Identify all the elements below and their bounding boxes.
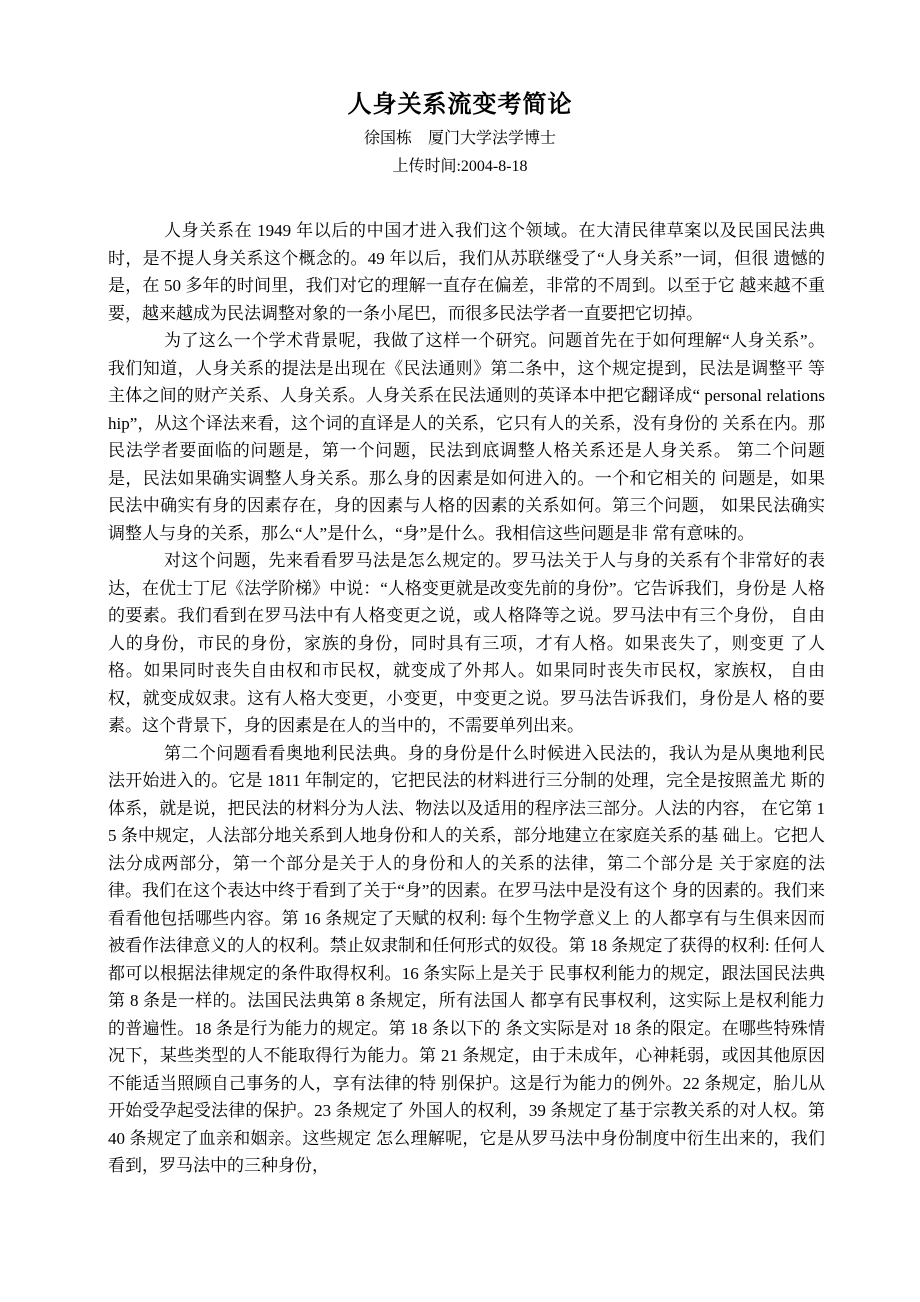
body-paragraph-4: 第二个问题看看奥地利民法典。身的身份是什么时候进入民法的，我认为是从奥地利民 法开始进入的。它是 1811 年制定的，它把民法的材料进行三分制的处理，完全是按照盖尤 斯的体系，就是说，把民法的材料分为人法、物法以及适用的程序法三部分。人法的内容， 在它第 15 条中规定，人法部分地关系到人地身份和人的关系，部分地建立在家庭关系的基 础上。它把人法分成两部分，第一个部分是关于人的身份和人的关系的法律，第二个部分是 关于家庭的法律。我们在这个表达中终于看到了关于“身”的因素。在罗马法中是没有这个 身的因素的。我们来看看他包括哪些内容。第 16 条规定了天赋的权利: 每个生物学意义上 的人都享有与生俱来因而被看作法律意义的人的权利。禁止奴隶制和任何形式的奴役。第 18 条规定了获得的权利: 任何人都可以根据法律规定的条件取得权利。16 条实际上是关于 民事权利能力的规定，跟法国民法典第 8 条是一样的。法国民法典第 8 条规定，所有法国人 都享有民事权利，这实际上是权利能力的普遍性。18 条是行为能力的规定。第 18 条以下的 条文实际是对 18 条的限定。在哪些特殊情况下，某些类型的人不能取得行为能力。第 21 条规定，由于未成年，心神耗弱，或因其他原因不能适当照顾自己事务的人，享有法律的特 别保护。这是行为能力的例外。22 条规定，胎儿从开始受孕起受法律的保护。23 条规定了 外国人的权利，39 条规定了基于宗教关系的对人权。第 40 条规定了血亲和姻亲。这些规定 怎么理解呢，它是从罗马法中身份制度中衍生出来的，我们看到，罗马法中的三种身份， (108, 743, 825, 1175)
author-line: 徐国栋 厦门大学法学博士 (363, 130, 556, 147)
body-paragraph-2: 为了这么一个学术背景呢，我做了这样一个研究。问题首先在于如何理解“人身关系”。 我们知道，人身关系的提法是出现在《民法通则》第二条中，这个规定提到，民法是调整平 等主体之间的财产关系、人身关系。人身关系在民法通则的英译本中把它翻译成“ personal relationship”，从这个译法来看，这个词的直译是人的关系，它只有人的关系，没有身份的 关系在内。那民法学者要面临的问题是，第一个问题，民法到底调整人格关系还是人身关系。 第二个问题是，民法如果确实调整人身关系。那么身的因素是如何进入的。一个和它相关的 问题是，如果民法中确实有身的因素存在，身的因素与人格的因素的关系如何。第三个问题， 如果民法确实调整人与身的关系，那么“人”是什么，“身”是什么。我相信这些问题是非 常有意味的。 (108, 331, 825, 543)
body-paragraph-1: 人身关系在 1949 年以后的中国才进入我们这个领域。在大清民律草案以及民国民法典 时，是不提人身关系这个概念的。49 年以后，我们从苏联继受了“人身关系”一词，但很 遗憾的是，在 50 多年的时间里，我们对它的理解一直存在偏差，非常的不周到。以至于它 越来越不重要，越来越成为民法调整对象的一条小尾巴，而很多民法学者一直要把它切掉。 (108, 221, 825, 323)
document-header (0, 0, 920, 175)
document-title: 人身关系流变考简论 (347, 91, 573, 118)
document-body (0, 217, 920, 1180)
body-paragraph-3: 对这个问题，先来看看罗马法是怎么规定的。罗马法关于人与身的关系有个非常好的表 达，在优士丁尼《法学阶梯》中说：“人格变更就是改变先前的身份”。它告诉我们，身份是 人格的要素。我们看到在罗马法中有人格变更之说，或人格降等之说。罗马法中有三个身份， 自由人的身份，市民的身份，家族的身份，同时具有三项，才有人格。如果丧失了，则变更 了人格。如果同时丧失自由权和市民权，就变成了外邦人。如果同时丧失市民权，家族权， 自由权，就变成奴隶。这有人格大变更，小变更，中变更之说。罗马法告诉我们，身份是人 格的要素。这个背景下，身的因素是在人的当中的，不需要单列出来。 (108, 551, 825, 735)
upload-date: 上传时间:2004-8-18 (392, 158, 528, 175)
